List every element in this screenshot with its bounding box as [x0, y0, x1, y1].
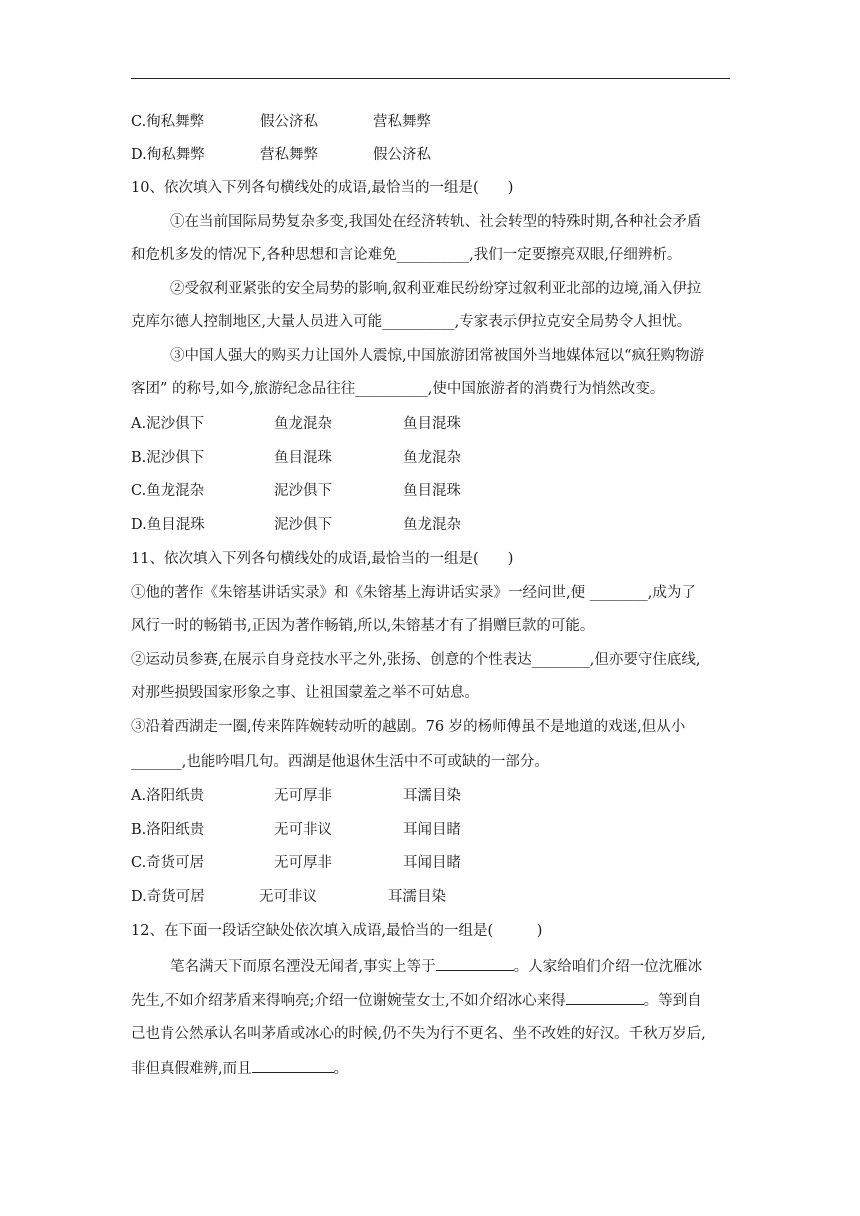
question-stem: 11、依次填入下列各句横线处的成语,最恰当的一组是( ): [131, 551, 514, 567]
option-label: D.徇私舞弊: [131, 147, 205, 163]
option-idiom: 无可非议: [259, 889, 317, 905]
option-idiom: 无可厚非: [274, 855, 332, 871]
option-idiom: 泥沙俱下: [274, 517, 332, 533]
option-idiom: 假公济私: [373, 147, 431, 163]
option-label: C.鱼龙混杂: [131, 483, 205, 499]
option-idiom: 耳濡目染: [388, 889, 446, 905]
option-label: C.奇货可居: [131, 855, 205, 871]
sentence-line: 克库尔德人控制地区,大量人员进入可能__________,专家表示伊拉克安全局势令人担忧。: [131, 314, 692, 330]
paragraph-line: 己也肯公然承认名叫茅盾或冰心的时候,仍不失为行不更名、坐不改姓的好汉。千秋万岁后,: [131, 1026, 706, 1042]
option-idiom: 耳闻目睹: [403, 855, 461, 871]
sentence-line: ②受叙利亚紧张的安全局势的影响,叙利亚难民纷纷穿过叙利亚北部的边境,涌入伊拉: [170, 281, 702, 297]
paragraph-text: 先生,不如介绍茅盾来得响亮;介绍一位谢婉莹女士,不如介绍冰心来得: [131, 993, 566, 1009]
sentence-line: 和危机多发的情况下,各种思想和言论难免__________,我们一定要擦亮双眼,仔细辨析。: [131, 247, 682, 263]
paragraph-text: 。人家给咱们介绍一位沈雁冰: [513, 959, 703, 975]
option-idiom: 假公济私: [260, 114, 318, 130]
option-idiom: 耳濡目染: [403, 788, 461, 804]
paragraph-text: 笔名满天下而原名湮没无闻者,事实上等于: [170, 959, 436, 975]
option-idiom: 营私舞弊: [373, 114, 431, 130]
sentence-line: ①在当前国际局势复杂多变,我国处在经济转轨、社会转型的特殊时期,各种社会矛盾: [170, 214, 702, 230]
option-label: C.徇私舞弊: [131, 114, 205, 130]
paragraph-text: 。等到自: [643, 993, 702, 1009]
option-label: A.洛阳纸贵: [131, 788, 205, 804]
sentence-line: _______,也能吟唱几句。西湖是他退休生活中不可或缺的一部分。: [131, 754, 549, 770]
option-label: A.泥沙俱下: [131, 416, 205, 432]
option-label: B.泥沙俱下: [131, 450, 205, 466]
option-idiom: 无可厚非: [274, 788, 332, 804]
fill-blank: [566, 990, 644, 1005]
paragraph-line: [131, 1058, 751, 1079]
option-idiom: 鱼目混珠: [403, 483, 461, 499]
option-idiom: 泥沙俱下: [274, 483, 332, 499]
option-idiom: 鱼目混珠: [403, 416, 461, 432]
sentence-line: ②运动员参赛,在展示自身竞技水平之外,张扬、创意的个性表达________,但亦要守住底线,: [131, 652, 701, 668]
paragraph-text: 。: [333, 1061, 349, 1077]
sentence-line: ③中国人强大的购买力让国外人震惊,中国旅游团常被国外当地媒体冠以“疯狂购物游: [170, 348, 705, 364]
sentence-line: 客团” 的称号,如今,旅游纪念品往往__________,使中国旅游者的消费行为悄然改变。: [131, 381, 665, 397]
sentence-line: 风行一时的畅销书,正因为著作畅销,所以,朱镕基才有了捐赠巨款的可能。: [131, 618, 595, 634]
sentence-line: ③沿着西湖走一圈,传来阵阵婉转动听的越剧。76 岁的杨师傅虽不是地道的戏迷,但从小: [131, 719, 686, 735]
paragraph-text: 非但真假难辨,而且: [131, 1061, 252, 1077]
sentence-line: 对那些损毁国家形象之事、让祖国蒙羞之举不可姑息。: [131, 685, 479, 701]
option-idiom: 营私舞弊: [260, 147, 318, 163]
option-label: D.鱼目混珠: [131, 517, 205, 533]
option-idiom: 无可非议: [274, 822, 332, 838]
option-idiom: 鱼目混珠: [274, 450, 332, 466]
paragraph-line: [170, 956, 790, 977]
paragraph-line: [131, 990, 751, 1011]
option-idiom: 鱼龙混杂: [274, 416, 332, 432]
option-label: D.奇货可居: [131, 889, 205, 905]
option-idiom: 耳闻目睹: [403, 822, 461, 838]
fill-blank: [252, 1058, 334, 1073]
sentence-line: ①他的著作《朱镕基讲话实录》和《朱镕基上海讲话实录》一经问世,便 ________,成为了: [131, 585, 696, 601]
header-rule: [131, 78, 730, 79]
question-stem: 12、在下面一段话空缺处依次填入成语,最恰当的一组是( ): [131, 923, 543, 939]
option-label: B.洛阳纸贵: [131, 822, 205, 838]
question-stem: 10、依次填入下列各句横线处的成语,最恰当的一组是( ): [131, 180, 514, 196]
option-idiom: 鱼龙混杂: [403, 450, 461, 466]
option-idiom: 鱼龙混杂: [403, 517, 461, 533]
fill-blank: [436, 956, 514, 971]
